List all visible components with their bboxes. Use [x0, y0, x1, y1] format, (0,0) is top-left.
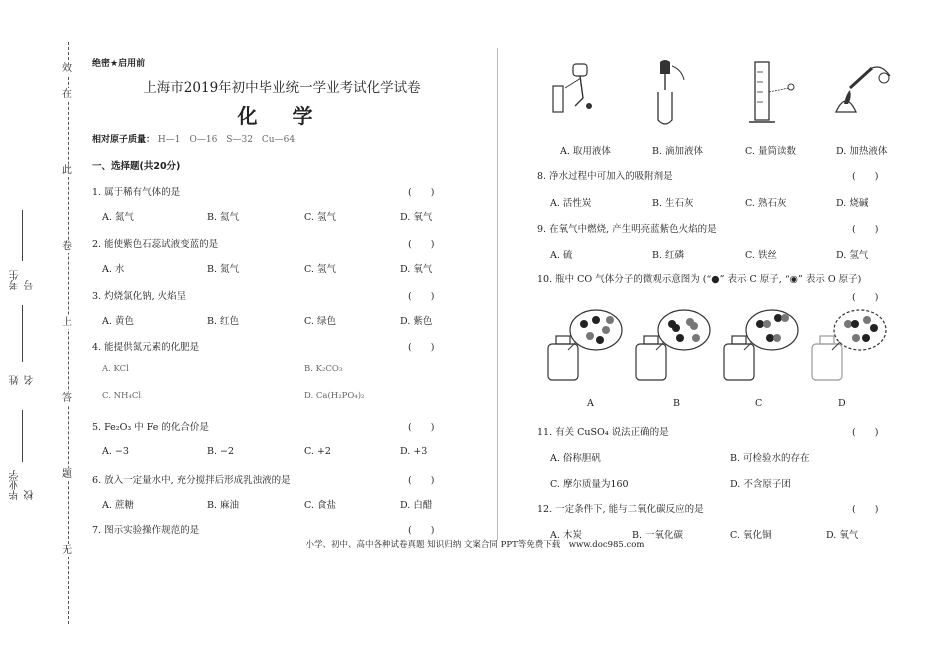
diagram-label[interactable]: A — [587, 398, 594, 409]
answer-paren[interactable]: ( ) — [408, 342, 435, 353]
option[interactable]: B. −2 — [207, 446, 235, 457]
diagram-label[interactable]: B — [673, 398, 680, 409]
question-stem: 5. Fe₂O₃ 中 Fe 的化合价是 — [92, 422, 209, 433]
question-stem: 6. 放入一定量水中, 充分搅拌后形成乳浊液的是 — [92, 475, 291, 486]
option[interactable]: A. 黄色 — [102, 316, 134, 327]
exam-title: 上海市2019年初中毕业统一学业考试化学试卷 — [143, 80, 421, 96]
heating-liquid-illustration — [828, 58, 898, 126]
section-heading: 一、选择题(共20分) — [92, 161, 181, 172]
option[interactable]: C. 氢气 — [304, 212, 336, 223]
answer-paren[interactable]: ( ) — [852, 171, 879, 182]
question-stem: 11. 有关 CuSO₄ 说法正确的是 — [537, 427, 669, 438]
margin-char: 上 — [62, 317, 72, 328]
option[interactable]: B. 氦气 — [207, 212, 240, 223]
answer-paren[interactable]: ( ) — [408, 239, 435, 250]
option[interactable]: D. Ca(H₂PO₄)₂ — [304, 391, 365, 401]
option[interactable]: B. 滴加液体 — [652, 146, 704, 157]
school-label: 毕业学校 — [10, 470, 36, 500]
option[interactable]: B. 生石灰 — [652, 198, 694, 209]
answer-paren[interactable]: ( ) — [408, 291, 435, 302]
option[interactable]: C. +2 — [304, 446, 331, 457]
pouring-liquid-illustration — [545, 58, 605, 123]
margin-char: 效 — [62, 63, 72, 74]
option[interactable]: A. KCl — [102, 364, 129, 374]
option[interactable]: B. 可检验水的存在 — [730, 453, 810, 464]
option[interactable]: B. 麻油 — [207, 500, 240, 511]
option[interactable]: C. NH₄Cl — [102, 391, 142, 401]
option[interactable]: A. 氮气 — [102, 212, 134, 223]
option[interactable]: C. 铁丝 — [745, 250, 777, 261]
option[interactable]: D. 氧气 — [826, 530, 859, 541]
option[interactable]: C. 氧化铜 — [730, 530, 772, 541]
option[interactable]: C. 食盐 — [304, 500, 336, 511]
option[interactable]: B. 红色 — [207, 316, 240, 327]
option[interactable]: D. 白醋 — [400, 500, 433, 511]
subject-title: 化 学 — [237, 104, 327, 128]
diagram-label[interactable]: C — [755, 398, 763, 409]
school-field — [8, 410, 38, 500]
question-stem: 9. 在氧气中燃烧, 产生明亮蓝紫色火焰的是 — [537, 224, 717, 235]
question-stem: 2. 能使紫色石蕊试液变蓝的是 — [92, 239, 219, 250]
option[interactable]: D. 烧碱 — [836, 198, 869, 209]
student-id-field — [8, 210, 38, 290]
answer-paren[interactable]: ( ) — [852, 504, 879, 515]
dropper-illustration — [640, 56, 690, 128]
option[interactable]: A. 木炭 — [550, 530, 582, 541]
option[interactable]: A. 活性炭 — [550, 198, 592, 209]
diagram-label[interactable]: D — [838, 398, 846, 409]
margin-char: 题 — [62, 469, 72, 480]
answer-paren[interactable]: ( ) — [408, 187, 435, 198]
secret-label: 绝密★启用前 — [92, 59, 146, 69]
option[interactable]: B. K₂CO₃ — [304, 364, 343, 374]
option[interactable]: A. 蔗糖 — [102, 500, 134, 511]
graduated-cylinder-illustration — [745, 58, 800, 126]
option[interactable]: D. 氧气 — [400, 212, 433, 223]
binding-line — [68, 42, 69, 624]
margin-char: 无 — [62, 545, 72, 556]
question-stem: 8. 净水过程中可加入的吸附剂是 — [537, 171, 673, 182]
co-molecule-diagram-d — [804, 306, 888, 384]
name-underline — [23, 305, 24, 362]
option[interactable]: C. 熟石灰 — [745, 198, 787, 209]
question-stem: 3. 灼烧氯化钠, 火焰呈 — [92, 291, 187, 302]
margin-char: 此 — [62, 165, 72, 176]
name-label: 姓名 — [10, 375, 36, 385]
option[interactable]: C. 绿色 — [304, 316, 336, 327]
option[interactable]: A. −3 — [102, 446, 129, 457]
column-divider — [497, 48, 498, 540]
school-underline — [23, 410, 24, 462]
option[interactable]: A. 硫 — [550, 250, 573, 261]
option[interactable]: D. 氧气 — [400, 264, 433, 275]
footer-note: 小学、初中、高中各种试卷真题 知识归纳 文案合同 PPT等免费下载 www.doc985.com — [305, 540, 645, 550]
atomic-masses-values: H—1 O—16 S—32 Cu—64 — [157, 135, 296, 145]
name-field — [8, 305, 38, 385]
option[interactable]: A. 取用液体 — [560, 146, 611, 157]
student-id-label: 考生号 — [10, 270, 36, 290]
option[interactable]: D. +3 — [400, 446, 428, 457]
answer-paren[interactable]: ( ) — [408, 422, 435, 433]
option[interactable]: D. 紫色 — [400, 316, 433, 327]
student-id-underline — [23, 210, 24, 261]
option[interactable]: D. 加热液体 — [836, 146, 888, 157]
option[interactable]: A. 俗称胆矾 — [550, 453, 601, 464]
co-molecule-diagram-a — [540, 306, 624, 384]
answer-paren[interactable]: ( ) — [408, 475, 435, 486]
co-molecule-diagram-b — [628, 306, 712, 384]
option[interactable]: A. 水 — [102, 264, 125, 275]
question-stem: 7. 图示实验操作规范的是 — [92, 525, 200, 536]
question-stem: 4. 能提供氮元素的化肥是 — [92, 342, 200, 353]
atomic-masses — [92, 132, 295, 145]
margin-char: 卷 — [62, 241, 72, 252]
option[interactable]: B. 红磷 — [652, 250, 685, 261]
answer-paren[interactable]: ( ) — [852, 292, 879, 303]
option[interactable]: C. 摩尔质量为160 — [550, 479, 629, 490]
option[interactable]: B. 氮气 — [207, 264, 240, 275]
question-stem: 10. 瓶中 CO 气体分子的微观示意图为 (“●” 表示 C 原子, “◉” 表示 O 原子) — [537, 274, 862, 285]
option[interactable]: B. 一氧化碳 — [632, 530, 684, 541]
answer-paren[interactable]: ( ) — [852, 224, 879, 235]
margin-char: 在 — [62, 89, 72, 100]
atomic-masses-label: 相对原子质量： — [92, 135, 156, 145]
question-stem: 12. 一定条件下, 能与二氧化碳反应的是 — [537, 504, 704, 515]
co-molecule-diagram-c — [716, 306, 800, 384]
option[interactable]: D. 不含原子团 — [730, 479, 791, 490]
answer-paren[interactable]: ( ) — [408, 525, 435, 536]
option[interactable]: C. 氢气 — [304, 264, 336, 275]
option[interactable]: D. 氢气 — [836, 250, 869, 261]
question-stem: 1. 属于稀有气体的是 — [92, 187, 181, 198]
margin-char: 答 — [62, 393, 72, 404]
option[interactable]: C. 量筒读数 — [745, 146, 796, 157]
answer-paren[interactable]: ( ) — [852, 427, 879, 438]
